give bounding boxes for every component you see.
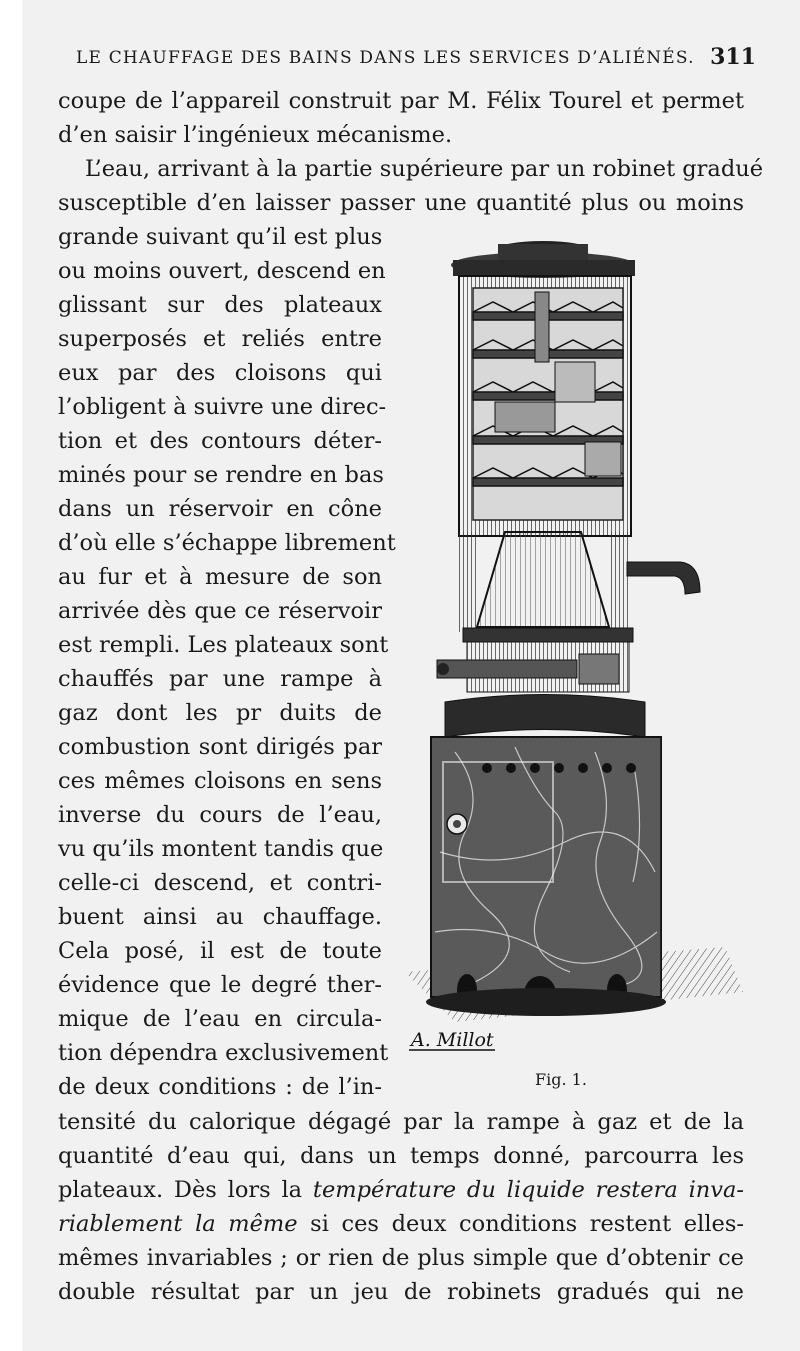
- text-line: superposés et reliés entre: [58, 326, 382, 352]
- text-line: eux par des cloisons qui: [58, 360, 382, 386]
- running-title: LE CHAUFFAGE DES BAINS DANS LES SERVICES D’ALIÉNÉS.: [76, 48, 695, 68]
- text-line: L’eau, arrivant à la partie supérieure par un robinet gradué: [85, 156, 764, 182]
- text-line: Cela posé, il est de toute: [58, 938, 382, 964]
- paragraph-bottom: [58, 1105, 744, 1309]
- text-line: quantité d’eau qui, dans un temps donné, parcourra les: [58, 1143, 744, 1169]
- figure-water-heater: [395, 232, 745, 1092]
- text-line: buent ainsi au chauffage.: [58, 904, 382, 930]
- text-line: au fur et à mesure de son: [58, 564, 382, 590]
- text-line: minés pour se rendre en bas: [58, 462, 384, 488]
- text-line: dans un réservoir en cône: [58, 496, 382, 522]
- text-line: est rempli. Les plateaux sont: [58, 632, 389, 658]
- text-run: si ces deux conditions restent elles-: [297, 1211, 744, 1237]
- text-line: d’où elle s’échappe librement: [58, 530, 396, 556]
- text-line: chauffés par une rampe à: [58, 666, 382, 692]
- text-line: celle-ci descend, et contri-: [58, 870, 382, 896]
- text-line: l’obligent à suivre une direc-: [58, 394, 387, 420]
- text-line: coupe de l’appareil construit par M. Félix Tourel et permet: [58, 88, 744, 114]
- page-header: [58, 44, 758, 74]
- text-line: gaz dont les pr duits de: [58, 700, 382, 726]
- text-run: plateaux. Dès lors la: [58, 1177, 313, 1203]
- paragraph-beside-figure: [58, 220, 396, 1104]
- water-heater-engraving: [395, 232, 745, 1092]
- text-line: mêmes invariables ; or rien de plus simple que d’obtenir ce: [58, 1245, 744, 1271]
- page-margin-edge: [0, 0, 22, 1351]
- italic-run: la même: [195, 1211, 298, 1237]
- text-line: double résultat par un jeu de robinets gradués qui ne: [58, 1279, 744, 1305]
- text-line: tensité du calorique dégagé par la rampe à gaz et de la: [58, 1109, 744, 1135]
- text-run: [182, 1211, 195, 1237]
- text-line: susceptible d’en laisser passer une quantité plus ou moins: [58, 190, 744, 216]
- text-line: tion dépendra exclusivement: [58, 1040, 389, 1066]
- text-line: évidence que le degré ther-: [58, 972, 382, 998]
- text-line: combustion sont dirigés par: [58, 734, 382, 760]
- text-line: de deux conditions : de l’in-: [58, 1074, 382, 1100]
- text-line: tion et des contours déter-: [58, 428, 382, 454]
- italic-run: température du liquide restera inva-: [312, 1177, 744, 1203]
- signature: A. Millot: [411, 1029, 494, 1051]
- text-line: grande suivant qu’il est plus: [58, 224, 383, 250]
- text-line: inverse du cours de l’eau,: [58, 802, 382, 828]
- paragraph-top: [58, 84, 764, 220]
- text-line: vu qu’ils montent tandis que: [58, 836, 384, 862]
- text-line: glissant sur des plateaux: [58, 292, 382, 318]
- figure-caption: Fig. 1.: [535, 1070, 587, 1089]
- text-line: d’en saisir l’ingénieux mécanisme.: [58, 122, 453, 148]
- text-line: mique de l’eau en circula-: [58, 1006, 382, 1032]
- text-line: [58, 1173, 744, 1207]
- page-number: 311: [710, 44, 756, 70]
- text-line: arrivée dès que ce réservoir: [58, 598, 382, 624]
- text-line: [58, 1207, 744, 1241]
- text-line: ou moins ouvert, descend en: [58, 258, 386, 284]
- italic-run: riablement: [58, 1211, 183, 1237]
- text-line: ces mêmes cloisons en sens: [58, 768, 382, 794]
